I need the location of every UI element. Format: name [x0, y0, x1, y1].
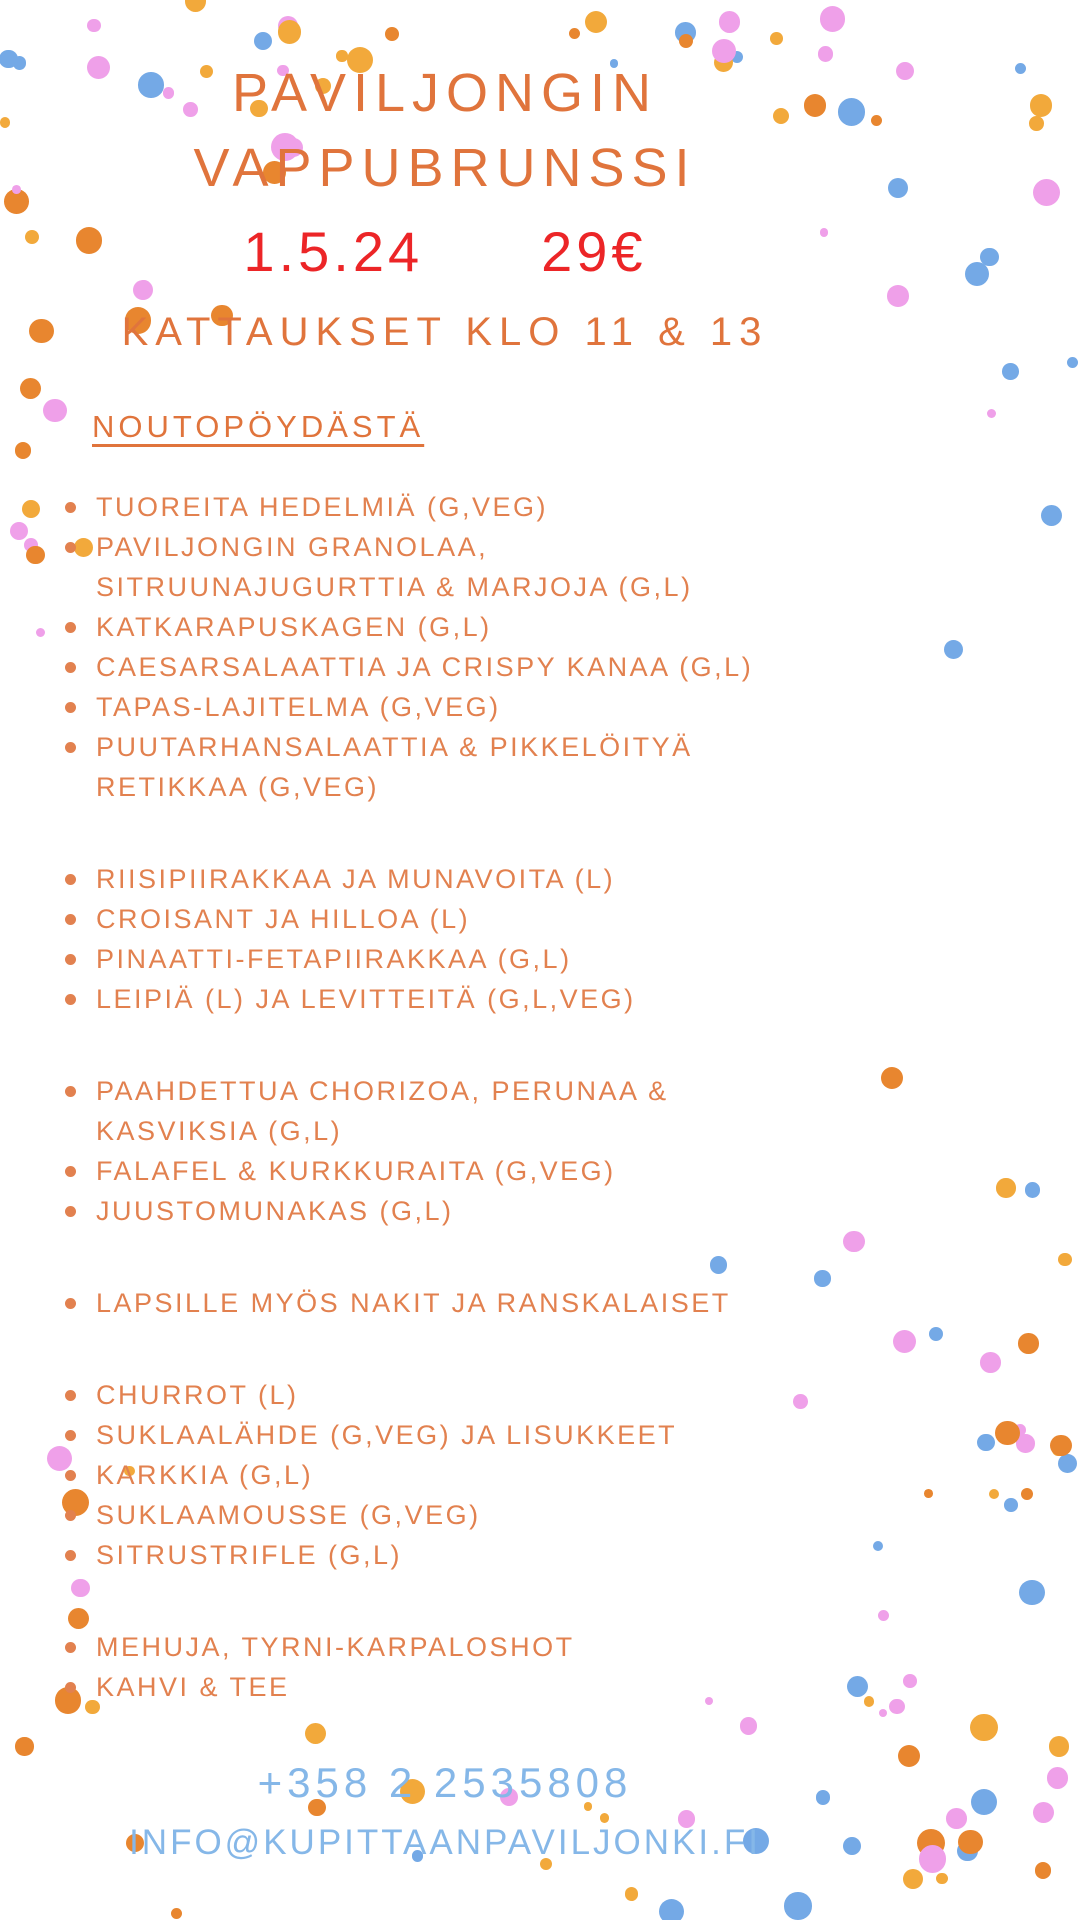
confetti-dot [659, 1899, 684, 1920]
menu-item: TAPAS-LAJITELMA (G,VEG) [60, 687, 822, 727]
confetti-dot [171, 1908, 182, 1919]
confetti-dot [944, 640, 963, 659]
menu-group-pastries [60, 859, 822, 1019]
menu-item: LAPSILLE MYÖS NAKIT JA RANSKALAISET [60, 1283, 822, 1323]
confetti-dot [903, 1869, 923, 1889]
confetti-dot [995, 1421, 1020, 1446]
date-price-row [0, 219, 890, 284]
confetti-dot [1030, 94, 1052, 116]
menu-group-warm [60, 1071, 822, 1231]
confetti-dot [888, 178, 908, 198]
confetti-dot [1015, 63, 1026, 74]
menu-item: KAHVI & TEE [60, 1667, 822, 1707]
confetti-dot [1058, 1454, 1077, 1473]
confetti-dot [1019, 1580, 1044, 1605]
menu-item: CROISANT JA HILLOA (L) [60, 899, 822, 939]
confetti-dot [980, 1352, 1001, 1373]
event-price: 29€ [541, 220, 647, 284]
menu-group-drinks [60, 1627, 822, 1707]
confetti-dot [1004, 1498, 1017, 1511]
confetti-dot [887, 285, 909, 307]
confetti-dot [919, 1845, 947, 1873]
menu-item: PUUTARHANSALAATTIA & PIKKELÖITYÄ RETIKKAA (G,VEG) [60, 727, 822, 807]
menu-group-desserts [60, 1375, 822, 1575]
confetti-dot [946, 1808, 967, 1829]
confetti-dot [1047, 1767, 1069, 1789]
menu-item: JUUSTOMUNAKAS (G,L) [60, 1191, 822, 1231]
menu-item: FALAFEL & KURKKURAITA (G,VEG) [60, 1151, 822, 1191]
menu-item: SUKLAALÄHDE (G,VEG) JA LISUKKEET [60, 1415, 822, 1455]
confetti-dot [1025, 1182, 1041, 1198]
menu-item: TUOREITA HEDELMIÄ (G,VEG) [60, 487, 822, 527]
confetti-dot [1050, 1435, 1072, 1457]
email-address: INFO@KUPITTAANPAVILJONKI.FI [129, 1823, 761, 1863]
menu-item: PINAATTI-FETAPIIRAKKAA (G,L) [60, 939, 822, 979]
confetti-dot [996, 1178, 1015, 1197]
menu-group-kids [60, 1283, 822, 1323]
confetti-dot [1058, 1253, 1072, 1267]
title-line2: VAPPUBRUNSSI [193, 137, 697, 198]
menu-item: PAAHDETTUA CHORIZOA, PERUNAA & KASVIKSIA (G,L) [60, 1071, 822, 1151]
confetti-dot [1029, 116, 1044, 131]
confetti-dot [1033, 1802, 1054, 1823]
poster-title [0, 56, 890, 205]
menu-list [60, 487, 822, 1707]
confetti-dot [1018, 1333, 1038, 1353]
menu-item: RIISIPIIRAKKAA JA MUNAVOITA (L) [60, 859, 822, 899]
confetti-dot [1033, 179, 1060, 206]
confetti-dot [1049, 1736, 1070, 1757]
menu-item: SITRUSTRIFLE (G,L) [60, 1535, 822, 1575]
confetti-dot [989, 1489, 999, 1499]
menu-item: LEIPIÄ (L) JA LEVITTEITÄ (G,L,VEG) [60, 979, 822, 1019]
phone-number: +358 2 2535808 [257, 1759, 633, 1807]
confetti-dot [936, 1873, 947, 1884]
confetti-dot [784, 1892, 811, 1919]
confetti-dot [1067, 357, 1078, 368]
confetti-dot [1021, 1488, 1033, 1500]
confetti-dot [929, 1327, 943, 1341]
confetti-dot [924, 1489, 933, 1498]
menu-item: MEHUJA, TYRNI-KARPALOSHOT [60, 1627, 822, 1667]
title-line1: PAVILJONGIN [231, 63, 659, 123]
confetti-dot [977, 1434, 995, 1452]
event-date: 1.5.24 [243, 220, 424, 284]
menu-item: SUKLAAMOUSSE (G,VEG) [60, 1495, 822, 1535]
confetti-dot [903, 1674, 917, 1688]
confetti-dot [896, 62, 914, 80]
menu-item: CAESARSALAATTIA JA CRISPY KANAA (G,L) [60, 647, 822, 687]
confetti-dot [1035, 1862, 1051, 1878]
confetti-dot [625, 1887, 639, 1901]
confetti-dot [889, 1699, 905, 1715]
confetti-dot [971, 1789, 997, 1815]
menu-item: PAVILJONGIN GRANOLAA, SITRUUNAJUGURTTIA & MARJOJA (G,L) [60, 527, 822, 607]
confetti-dot [898, 1745, 920, 1767]
buffet-heading: NOUTOPÖYDÄSTÄ [92, 409, 425, 445]
confetti-dot [1002, 363, 1019, 380]
confetti-dot [987, 409, 996, 418]
menu-item: CHURROT (L) [60, 1375, 822, 1415]
confetti-dot [1041, 505, 1062, 526]
menu-item: KARKKIA (G,L) [60, 1455, 822, 1495]
menu-item: KATKARAPUSKAGEN (G,L) [60, 607, 822, 647]
seatings-info: KATTAUKSET KLO 11 & 13 [121, 310, 769, 355]
contact-block [0, 1759, 890, 1863]
menu-group-starters [60, 487, 822, 807]
confetti-dot [893, 1330, 916, 1353]
confetti-dot [965, 262, 989, 286]
confetti-dot [970, 1714, 998, 1742]
confetti-dot [958, 1830, 983, 1855]
